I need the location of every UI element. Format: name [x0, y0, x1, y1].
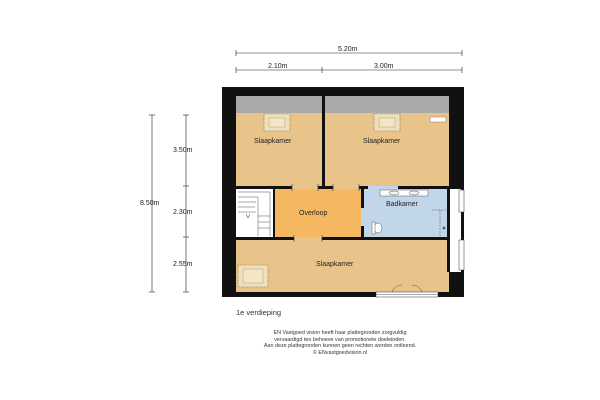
label-landing: Overloop [299, 210, 328, 217]
roof-slope-right [325, 96, 449, 113]
roof-slope-left [236, 96, 322, 113]
disclaimer-line: © ENvastgoedvision.nl [312, 349, 368, 356]
dim-depth-top: 3.50m [173, 147, 193, 154]
disclaimer [190, 330, 490, 356]
skylight-bottom [238, 265, 268, 287]
label-bedroom-left: Slaapkamer [254, 138, 292, 145]
skylight-right [374, 114, 400, 131]
dim-total-width: 5.20m [338, 46, 358, 53]
floor-label: 1e verdieping [236, 308, 282, 317]
dim-depth-bottom: 2.55m [173, 261, 193, 268]
disclaimer-line: Aan deze plattegronden kunnen geen rechten worden ontleend. [263, 343, 417, 350]
boiler-icon [430, 117, 446, 122]
skylight-left [264, 114, 290, 131]
staircase-area [236, 189, 273, 237]
dim-right-width: 3.00m [374, 63, 394, 70]
label-bedroom-bottom: Slaapkamer [316, 261, 354, 268]
dim-depth-middle: 2.30m [173, 209, 193, 216]
disclaimer-line: vervaardigd ten behoeve van promotionele doeleinden. [274, 336, 406, 343]
disclaimer-line: EN Vastgoed vision heeft haar plattegronden zorgvuldig [273, 330, 407, 336]
label-bathroom: Badkamer [386, 201, 418, 208]
dim-left-width: 2.10m [268, 63, 288, 70]
label-bedroom-right: Slaapkamer [363, 138, 401, 145]
dim-total-depth: 8.50m [140, 200, 160, 207]
